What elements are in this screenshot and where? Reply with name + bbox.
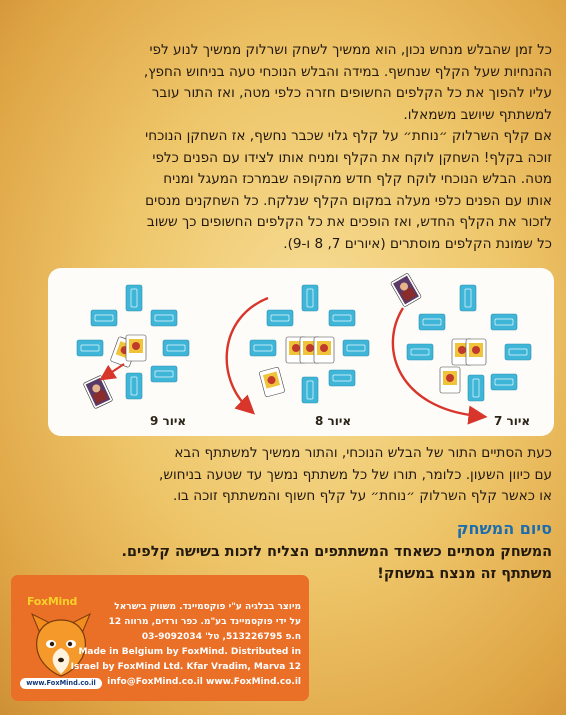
figure-8-diagram: [227, 285, 369, 408]
figures-illustration: [48, 268, 554, 436]
rules-paragraph-3: כעת הסתיים התור של הבלש הנוכחי, והתור ממשיך למשתתף הבא עם כיוון השעון. כלומר, תורו של כל משתתף נמשך עד שטעה בניחוש, או כאשר קלף השרלוק ״נוחת״ על קלף חשוף והמשתתף זוכה בו.: [159, 445, 552, 505]
footer-line-3: ח.פ 513226795, טל' 03-9092034: [141, 632, 301, 642]
footer-line-2: על ידי פוקסמיינד בע"מ. כפר ורדים, מרווה 12: [108, 617, 301, 627]
rules-paragraph-2: אם קלף השרלוק ״נוחת״ על קלף גלוי שכבר נחשף, אז השחקן הנוכחי זוכה בקלף! השחקן לוקח את הקלף ומניח אותו לצידו עם הפנים כלפי מטה. הבלש הנוכחי לוקח קלף חדש מהקופה שבמרכז המעגל ומניח אותו עם הפנים כלפי מעלה במקום הקלף שנלקח. כל השחקנים מנסים לזכור את הקלף החדש, ואז הופכים את כל הקלפים החשופים כך ששוב כל שמונת הקלפים מוסתרים (איורים 7, 8 ו-9).: [145, 128, 552, 252]
footer-line-6: info@FoxMind.co.il www.FoxMind.co.il: [107, 677, 301, 687]
figure-8-caption: איור 8: [315, 414, 352, 428]
figure-9-caption: איור 9: [150, 414, 187, 428]
footer-line-1: מיוצר בבלגיה ע"י פוקסמיינד. משווק בישראל: [114, 602, 301, 612]
figure-panel: [48, 268, 554, 436]
figure-7-caption: איור 7: [494, 414, 531, 428]
figure-7-diagram: [390, 273, 531, 416]
footer-line-4: Made in Belgium by FoxMind. Distributed in: [78, 647, 301, 657]
rules-paragraph-1: כל זמן שהבלש מנחש נכון, הוא ממשיך לשחק ושרלוק ממשיך לנוע לפי ההנחיות שעל הקלף שנחשף. במידה והבלש הנוכחי טעה בניחוש החפץ, עליו להפוך את כל הקלפים החשופים חזרה כלפי מטה, ואז התור עובר למשתתף שיושב משמאלו.: [143, 42, 552, 123]
publisher-footer: [11, 575, 309, 701]
foxmind-logo: [18, 584, 104, 692]
logo-wordmark: FoxMind: [27, 595, 78, 608]
figure-9-diagram: [77, 285, 189, 409]
end-game-title: סיום המשחק: [456, 519, 552, 538]
footer-line-5: Israel by FoxMind Ltd. Kfar Vradim, Marva 12: [70, 662, 301, 672]
end-game-text: המשחק מסתיים כשאחד המשתתפים הצליח לזכות בשישה קלפים. משתתף זה מנצח במשחק!: [121, 544, 552, 582]
logo-url: www.FoxMind.co.il: [20, 678, 102, 689]
